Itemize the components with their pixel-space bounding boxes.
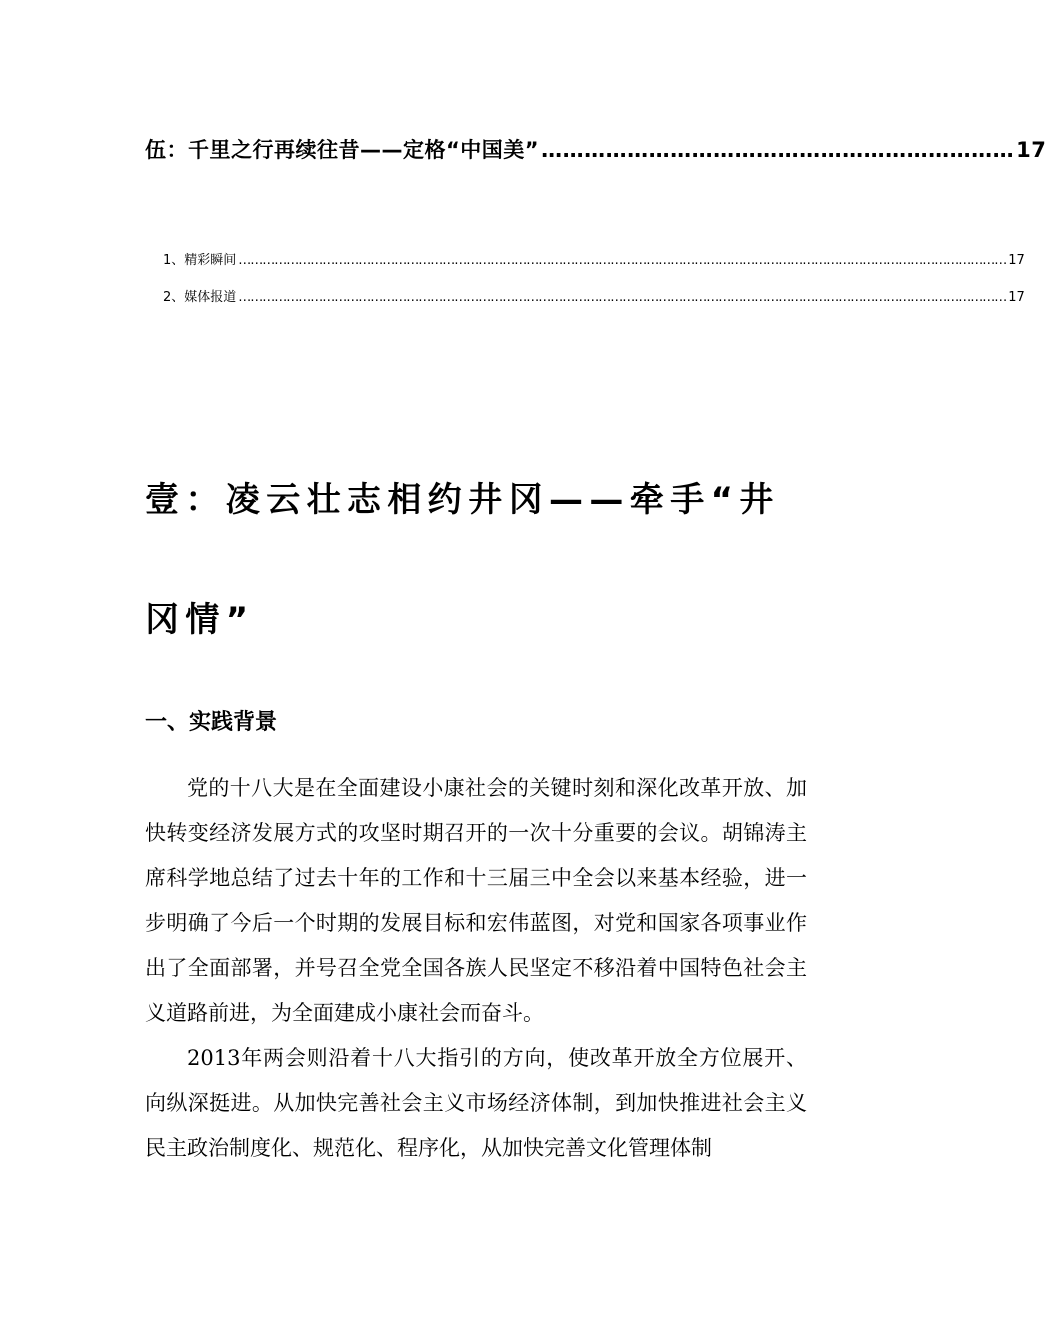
toc-dot-leader: ………………………………………………………………………………………………………………………………………………………………………… bbox=[238, 290, 1007, 305]
section-title: 一、实践背景 bbox=[145, 710, 278, 735]
toc-page-number: 17 bbox=[1008, 290, 1025, 305]
toc-page-number: 17 bbox=[1008, 253, 1025, 268]
toc-subentry-2[interactable] bbox=[163, 286, 1025, 306]
body-text bbox=[145, 766, 807, 1171]
paragraph: 党的十八大是在全面建设小康社会的关键时刻和深化改革开放、加快转变经济发展方式的攻坚时期召开的一次十分重要的会议。胡锦涛主席科学地总结了过去十年的工作和十三届三中全会以来基本经验，进一步明确了今后一个时期的发展目标和宏伟蓝图，对党和国家各项事业作出了全面部署，并号召全党全国各族人民坚定不移沿着中国特色社会主义道路前进，为全面建成小康社会而奋斗。 bbox=[145, 776, 807, 1025]
toc-dot-leader: ………………………………………………………… bbox=[541, 138, 1015, 162]
toc-dot-leader: ………………………………………………………………………………………………………………………………………………………………………… bbox=[238, 253, 1007, 268]
chapter-title: 壹：凌云壮志相约井冈——牵手“井冈情” bbox=[145, 480, 780, 640]
toc-subentry-title: 2、媒体报道 bbox=[163, 290, 237, 305]
paragraph: 2013年两会则沿着十八大指引的方向，使改革开放全方位展开、向纵深挺进。从加快完善社会主义市场经济体制，到加快推进社会主义民主政治制度化、规范化、程序化，从加快完善文化管理体制 bbox=[145, 1046, 807, 1160]
toc-subentry-1[interactable] bbox=[163, 249, 1025, 269]
toc-entry-chapter-5[interactable] bbox=[145, 134, 1046, 170]
toc-entry-title: 伍：千里之行再续往昔——定格“中国美” bbox=[145, 138, 540, 162]
toc-page-number: 17 bbox=[1016, 138, 1046, 162]
toc-subentry-title: 1、精彩瞬间 bbox=[163, 253, 237, 268]
